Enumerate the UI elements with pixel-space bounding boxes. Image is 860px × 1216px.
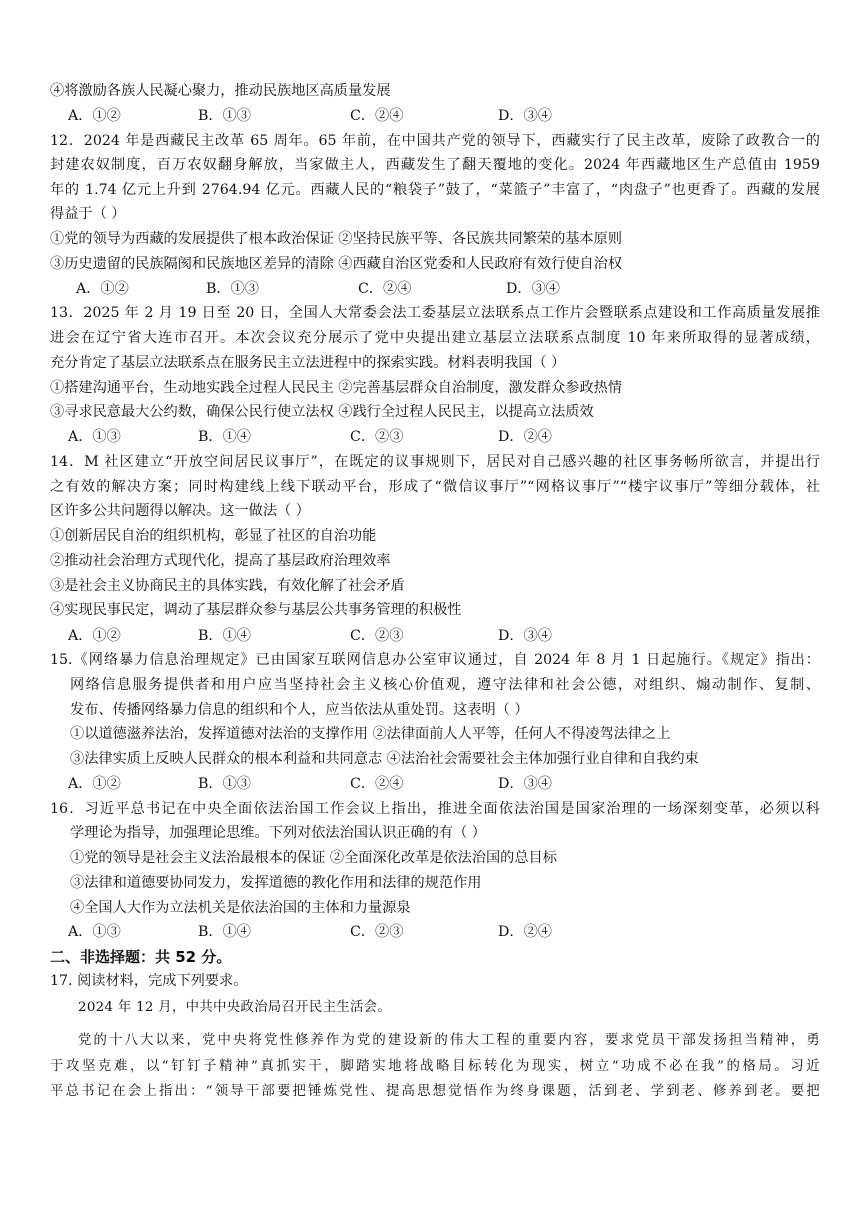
material-line-1: 2024 年 12 月，中共中央政治局召开民主生活会。 — [78, 1000, 392, 1015]
q14-statement-3: ③是社会主义协商民主的具体实践，有效化解了社会矛盾 — [50, 578, 405, 594]
option-c[interactable]: C．②④ — [350, 776, 404, 792]
q16-statement-4: ④全国人大作为立法机关是依法治国的主体和力量源泉 — [70, 900, 411, 916]
option-c[interactable]: C．②③ — [350, 429, 404, 445]
q11-options — [68, 106, 628, 126]
q15-options — [68, 774, 628, 794]
q16-statements-1-2: ①党的领导是社会主义法治最根本的保证 ②全面深化改革是依法治国的总目标 — [70, 850, 557, 866]
option-a[interactable]: A．①③ — [68, 429, 121, 445]
q12-statements-1-2: ①党的领导为西藏的发展提供了根本政治保证 ②坚持民族平等、各民族共同繁荣的基本原则 — [50, 231, 623, 247]
option-d[interactable]: D．②④ — [498, 924, 552, 940]
section-title: 二、非选择题：共 52 分。 — [50, 948, 232, 966]
q14-statement-1: ①创新居民自治的组织机构，彰显了社区的自治功能 — [50, 528, 377, 544]
q14-stem-line-2: 之有效的解决方案；同时构建线上线下联动平台，形成了“微信议事厅”“网格议事厅”“楼宇议事厅”等细分载体，社 — [50, 479, 820, 495]
q15-stem-line-1: 15.《网络暴力信息治理规定》已由国家互联网信息办公室审议通过，自 2024 年 8 月 1 日起施行。《规定》指出： — [50, 652, 820, 668]
option-b[interactable]: B．①③ — [198, 108, 251, 124]
q15-stem-line-2: 网络信息服务提供者和用户应当坚持社会主义核心价值观，遵守法律和社会公德，对组织、煽动制作、复制、 — [70, 677, 820, 693]
q15-statements-3-4: ③法律实质上反映人民群众的根本利益和共同意志 ④法治社会需要社会主体加强行业自律和自我约束 — [70, 751, 699, 767]
material-line-2: 党的十八大以来，党中央将党性修养作为党的建设新的伟大工程的重要内容，要求党员干部发扬担当精神，勇 — [78, 1033, 820, 1048]
q12-stem-line-1: 12．2024 年是西藏民主改革 65 周年。65 年前，在中国共产党的领导下，西藏实行了民主改革，废除了政教合一的 — [50, 133, 820, 149]
q13-statements-1-2: ①搭建沟通平台，生动地实践全过程人民民主 ②完善基层群众自治制度，激发群众参政热情 — [50, 380, 623, 396]
option-b[interactable]: B．①③ — [198, 776, 251, 792]
option-a[interactable]: A．①② — [68, 108, 121, 124]
q14-statement-2: ②推动社会治理方式现代化，提高了基层政府治理效率 — [50, 553, 391, 569]
option-a[interactable]: A．①③ — [68, 924, 121, 940]
q17-stem: 17. 阅读材料，完成下列要求。 — [50, 973, 248, 989]
q16-stem-line-1: 16．习近平总书记在中央全面依法治国工作会议上指出，推进全面依法治国是国家治理的一场深刻变革，必须以科 — [50, 801, 820, 817]
option-b[interactable]: B．①④ — [198, 924, 251, 940]
q15-statements-1-2: ①以道德滋养法治，发挥道德对法治的支撑作用 ②法律面前人人平等，任何人不得凌驾法律之上 — [70, 726, 671, 742]
q15-stem-line-3: 发布、传播网络暴力信息的组织和个人，应当依法从重处罚。这表明（ ） — [70, 702, 529, 718]
material-line-3: 于攻坚克难，以“钉钉子精神”真抓实干，脚踏实地将战略目标转化为现实，树立“功成不必在我”的格局。习近 — [50, 1059, 820, 1074]
option-d[interactable]: D．②④ — [498, 429, 552, 445]
option-c[interactable]: C．②③ — [350, 924, 404, 940]
q12-options — [76, 279, 636, 299]
option-a[interactable]: A．①② — [68, 776, 121, 792]
q12-statements-3-4: ③历史遗留的民族隔阂和民族地区差异的清除 ④西藏自治区党委和人民政府有效行使自治权 — [50, 256, 623, 272]
q12-stem-line-3: 年的 1.74 亿元上升到 2764.94 亿元。西藏人民的“粮袋子”鼓了，“菜篮子”丰富了，“肉盘子”也更香了。西藏的发展 — [50, 182, 820, 198]
q14-options — [68, 626, 628, 646]
q14-statement-4: ④实现民事民定，调动了基层群众参与基层公共事务管理的积极性 — [50, 602, 462, 618]
q13-stem-line-1: 13．2025 年 2 月 19 日至 20 日，全国人大常委会法工委基层立法联系点工作片会暨联系点建设和工作高质量发展推 — [50, 305, 820, 321]
option-a[interactable]: A．①② — [76, 281, 129, 297]
option-b[interactable]: B．①④ — [198, 429, 251, 445]
option-d[interactable]: D．③④ — [498, 628, 552, 644]
option-b[interactable]: B．①③ — [206, 281, 259, 297]
option-a[interactable]: A．①② — [68, 628, 121, 644]
option-d[interactable]: D．③④ — [498, 776, 552, 792]
q11-statement-4: ④将激励各族人民凝心聚力，推动民族地区高质量发展 — [50, 83, 391, 99]
q12-stem-line-2: 封建农奴制度，百万农奴翻身解放，当家做主人，西藏发生了翻天覆地的变化。2024 年西藏地区生产总值由 1959 — [50, 157, 820, 173]
q13-stem-line-3: 充分肯定了基层立法联系点在服务民主立法进程中的探索实践。材料表明我国（ ） — [50, 355, 566, 371]
q16-options — [68, 922, 628, 942]
q12-stem-line-4: 得益于（ ） — [50, 206, 126, 222]
option-c[interactable]: C．②④ — [358, 281, 412, 297]
q16-statement-3: ③法律和道德要协同发力，发挥道德的教化作用和法律的规范作用 — [70, 875, 482, 891]
option-c[interactable]: C．②③ — [350, 628, 404, 644]
q13-options — [68, 427, 628, 447]
q16-stem-line-2: 学理论为指导，加强理论思维。下列对依法治国认识正确的有（ ） — [70, 825, 486, 841]
option-d[interactable]: D．③④ — [506, 281, 560, 297]
option-b[interactable]: B．①④ — [198, 628, 251, 644]
q13-statements-3-4: ③寻求民意最大公约数，确保公民行使立法权 ④践行全过程人民民主，以提高立法质效 — [50, 404, 594, 420]
material-line-4: 平总书记在会上指出：“领导干部要把锤炼党性、提高思想觉悟作为终身课题，活到老、学到老、修养到老。要把 — [50, 1084, 820, 1099]
q13-stem-line-2: 进会在辽宁省大连市召开。本次会议充分展示了党中央提出建立基层立法联系点制度 10 年来所取得的显著成绩， — [50, 330, 820, 346]
q14-stem-line-1: 14．M 社区建立“开放空间居民议事厅”，在既定的议事规则下，居民对自己感兴趣的社区事务畅所欲言，并提出行 — [50, 454, 820, 470]
option-d[interactable]: D．③④ — [498, 108, 552, 124]
option-c[interactable]: C．②④ — [350, 108, 404, 124]
q14-stem-line-3: 区许多公共问题得以解决。这一做法（ ） — [50, 503, 310, 519]
